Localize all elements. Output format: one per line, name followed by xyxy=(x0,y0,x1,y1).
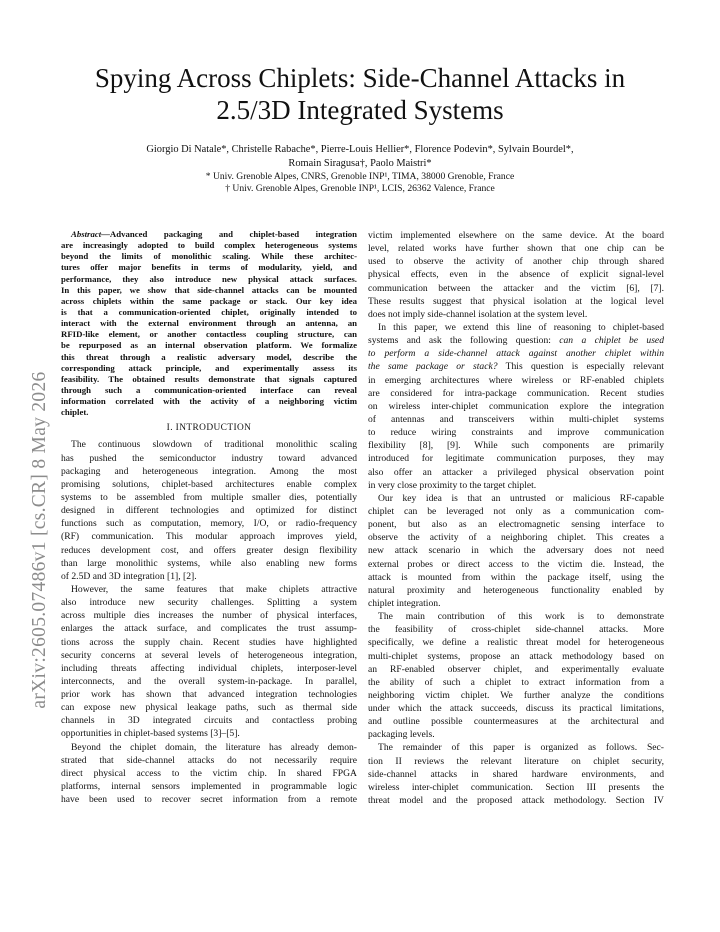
body-text: In this paper, we extend this line of reasoning to chiplet-based xyxy=(378,321,664,333)
affiliation-line-2: † Univ. Grenoble Alpes, Grenoble INP¹, LCIS, 26362 Valence, France xyxy=(225,183,495,195)
body-text: observe the activity of a neighboring chiplet. This creates a xyxy=(368,532,664,544)
abstract-line xyxy=(61,407,357,418)
body-text: functions such as computation, memory, I/O, or radio-frequency xyxy=(61,518,357,530)
body-line xyxy=(368,439,664,452)
body-text: systems to be assembled from multiple smaller dies, potentially xyxy=(61,491,357,503)
body-line xyxy=(368,242,664,255)
body-line xyxy=(368,584,664,597)
paper-title xyxy=(70,62,650,126)
body-line xyxy=(368,755,664,768)
abstract-line xyxy=(61,285,357,296)
body-line xyxy=(368,544,664,557)
body-text: platforms, internal sensors implemented in programmable logic xyxy=(61,781,357,793)
body-italic-text: the same package or stack? xyxy=(368,361,498,373)
body-text: victim implemented elsewhere on the same device. At the board xyxy=(368,230,664,241)
body-line xyxy=(368,479,664,492)
body-text: chiplet can be leveraged not only as a communication com- xyxy=(368,505,664,517)
body-text: channels in 3D integrated circuits and contactless probing xyxy=(61,715,357,727)
body-text: security concerns at several levels of heterogeneous integration, xyxy=(61,649,357,661)
body-text: Beyond the chiplet domain, the literature has already demon- xyxy=(71,741,357,753)
body-text: flexibility [8], [9]. While such components are primarily xyxy=(368,440,664,452)
body-text: interconnects, and the overall system-in-package. In parallel, xyxy=(61,675,357,687)
body-text: enlarges the attack surface, and complicates the trust assump- xyxy=(61,623,357,635)
abstract-text: through such a communication-oriented interface can reveal xyxy=(61,384,357,395)
abstract-line xyxy=(61,274,357,285)
body-text: introduced for legitimate communication purposes, they may xyxy=(368,453,664,465)
body-text: However, the same features that make chiplets attractive xyxy=(71,583,357,595)
body-line xyxy=(368,466,664,479)
abstract-line xyxy=(61,318,357,329)
body-line xyxy=(368,794,664,807)
body-line xyxy=(368,347,664,360)
abstract-text: In this paper, we show that side-channel attacks can be mounted xyxy=(61,284,357,295)
abstract-text: chiplet. xyxy=(61,407,89,418)
body-line xyxy=(61,438,357,451)
body-text: has pushed the semiconductor industry toward advanced xyxy=(61,452,357,464)
body-line xyxy=(61,793,357,806)
body-line xyxy=(368,308,664,321)
abstract-line xyxy=(61,307,357,318)
abstract-line xyxy=(61,374,357,385)
body-line xyxy=(61,517,357,530)
abstract-text: this threat through a realistic adversary model, describe the xyxy=(61,351,357,362)
body-line xyxy=(368,636,664,649)
abstract-text: performance, they also introduce new physical attack surfaces. xyxy=(61,273,357,284)
body-line xyxy=(368,505,664,518)
body-line xyxy=(368,413,664,426)
body-line xyxy=(61,583,357,596)
body-text: also offer an attacker a privileged physical observation point xyxy=(368,466,664,478)
right-column xyxy=(368,229,664,807)
body-line xyxy=(61,767,357,780)
body-text: strated that side-channel attacks do not necessarily require xyxy=(61,754,357,766)
abstract-text: corresponding attack principle, and experimentally assess its xyxy=(61,362,357,373)
body-line xyxy=(61,701,357,714)
body-line xyxy=(61,557,357,570)
body-text: side-channel attacks in shared hardware environments, and xyxy=(368,768,664,780)
body-text: These results suggest that physical isolation at the logical level xyxy=(368,295,664,307)
body-line xyxy=(368,518,664,531)
body-line xyxy=(61,478,357,491)
body-text: to reduce wiring constraints and improve communication xyxy=(368,427,664,439)
body-line xyxy=(368,571,664,584)
body-text: of antennas and transceivers within multi-chiplet systems xyxy=(368,413,664,425)
title-line-2: 2.5/3D Integrated Systems xyxy=(216,95,504,125)
body-line xyxy=(368,689,664,702)
authors-line-1: Giorgio Di Natale*, Christelle Rabache*, Pierre-Louis Hellier*, Florence Podevin*, Sylvain Bourdel*, xyxy=(146,144,574,155)
body-line xyxy=(368,610,664,623)
body-text: in emerging architectures where wireless or RF-enabled chiplets xyxy=(368,374,664,386)
body-line xyxy=(61,780,357,793)
body-text: across multiple dies increases the number of physical interfaces, xyxy=(61,610,357,622)
abstract-line xyxy=(61,240,357,251)
body-line xyxy=(368,360,664,373)
body-text: The main contribution of this work is to demonstrate xyxy=(378,611,664,623)
body-text: new attack scenario in which the adversary does not need xyxy=(368,545,664,557)
abstract-text: be repurposed as an internal observation platform. We formalize xyxy=(61,340,357,351)
abstract-text: across chiplets within the same package or stack. Our key idea xyxy=(61,295,357,306)
body-text: an RF-enabled observer chiplet, and experimentally evaluate xyxy=(368,663,664,675)
body-line xyxy=(61,675,357,688)
body-line xyxy=(61,596,357,609)
abstract-text: interact with the external environment through an antenna, an xyxy=(61,318,357,329)
body-line xyxy=(368,255,664,268)
body-line xyxy=(368,282,664,295)
body-text: under which the attack succeeds, discuss its practical limitations, xyxy=(368,703,664,715)
abstract-text: feasibility. The obtained results demonstrate that signals captured xyxy=(61,373,357,384)
body-text: on wireless inter-chiplet communication explore the integration xyxy=(368,400,664,412)
abstract-text: information correlated with the activity of a neighboring victim xyxy=(61,396,357,407)
arxiv-identifier: arXiv:2605.07486v1 [cs.CR] 8 May 2026 xyxy=(29,371,50,709)
body-text: chiplet integration. xyxy=(368,597,441,609)
body-line xyxy=(61,570,357,583)
body-line xyxy=(61,754,357,767)
body-text: Our key idea is that an untrusted or malicious RF-capable xyxy=(378,492,664,504)
authors-line-2: Romain Siragusa†, Paolo Maistri* xyxy=(288,157,432,169)
body-line xyxy=(368,623,664,636)
section-heading-introduction: I. INTRODUCTION xyxy=(166,423,252,434)
abstract-line xyxy=(61,352,357,363)
body-text: threat model and the proposed attack methodology. Section IV xyxy=(368,795,664,807)
body-text: (RF) communication. This modular approach improves yield, xyxy=(61,531,357,543)
abstract-line xyxy=(61,340,357,351)
body-text: are considered for intra-package communication. Recent studies xyxy=(368,387,664,399)
body-text: does not imply side-channel isolation at the system level. xyxy=(368,308,588,320)
body-text: ponent, but also as an electromagnetic sensing interface to xyxy=(368,519,664,531)
body-line xyxy=(61,452,357,465)
abstract-text: is that a communication-oriented chiplet, originally intended to xyxy=(61,306,357,317)
body-text: reduces development cost, and offers greater design flexibility xyxy=(61,544,357,556)
body-italic-text: can a chiplet be used xyxy=(559,335,664,347)
abstract xyxy=(61,229,357,418)
body-text: level, related works have further shown that one chip can be xyxy=(368,243,664,255)
body-text: prior work has shown that advanced integration technologies xyxy=(61,689,357,701)
body-text: the ability of such a chiplet to extract information from a xyxy=(368,676,664,688)
body-text: systems and ask the following question: xyxy=(368,335,560,347)
body-line xyxy=(368,295,664,308)
body-text: tions across the supply chain. Recent studies have highlighted xyxy=(61,636,357,648)
abstract-line xyxy=(61,296,357,307)
affiliations xyxy=(70,171,650,196)
body-line xyxy=(368,531,664,544)
body-line xyxy=(368,663,664,676)
abstract-text: tures offer major benefits in terms of modularity, yield, and xyxy=(61,262,357,273)
body-line xyxy=(368,426,664,439)
body-text: physical effects, even in the absence of explicit signal-level xyxy=(368,269,664,281)
body-line xyxy=(61,741,357,754)
abstract-line xyxy=(61,396,357,407)
body-line xyxy=(368,334,664,347)
introduction-body-right xyxy=(368,229,664,807)
body-line xyxy=(61,530,357,543)
body-line xyxy=(368,715,664,728)
body-line xyxy=(368,650,664,663)
abstract-text: RFID-like element, or another contactless coupling structure, can xyxy=(61,329,357,340)
title-line-1: Spying Across Chiplets: Side-Channel Attacks in xyxy=(94,63,626,93)
abstract-label: Abstract xyxy=(71,229,102,239)
body-line xyxy=(61,649,357,662)
body-text: than large monolithic systems, while also enabling new forms xyxy=(61,557,357,569)
body-text: have been used to recover secret information from a remote xyxy=(61,794,357,806)
body-text: in very close proximity to the target chiplet. xyxy=(368,479,537,491)
body-line xyxy=(368,229,664,242)
body-line xyxy=(368,702,664,715)
body-text: The remainder of this paper is organized as follows. Sec- xyxy=(378,742,664,754)
abstract-line xyxy=(61,363,357,374)
body-text: of 2.5D and 3D integration [1], [2]. xyxy=(61,570,197,582)
body-text: and outline possible countermeasures at the architectural and xyxy=(368,716,664,728)
body-text: attack is mounted from within the package itself, using the xyxy=(368,571,664,583)
body-text: including threats affecting individual chiplets, interposer-level xyxy=(61,662,357,674)
affiliation-line-1: * Univ. Grenoble Alpes, CNRS, Grenoble INP¹, TIMA, 38000 Grenoble, France xyxy=(205,171,515,182)
body-text: tion II reviews the relevant literature on chiplet security, xyxy=(368,755,664,767)
abstract-dash: — xyxy=(101,229,110,239)
body-line xyxy=(61,544,357,557)
body-line xyxy=(368,387,664,400)
body-text: can expose new physical leakage paths, such as thermal side xyxy=(61,702,357,714)
abstract-text: are increasingly adopted to build complex heterogeneous systems xyxy=(61,240,357,251)
body-line xyxy=(368,781,664,794)
abstract-line xyxy=(61,385,357,396)
left-column xyxy=(61,229,357,806)
abstract-line xyxy=(61,251,357,262)
body-text: designed in different technologies and optimized for distinct xyxy=(61,505,357,517)
body-line xyxy=(61,491,357,504)
body-text: wireless inter-chiplet communication. Section III presents the xyxy=(368,781,664,793)
body-line xyxy=(61,714,357,727)
body-line xyxy=(368,452,664,465)
body-text: packaging levels. xyxy=(368,729,435,741)
body-line xyxy=(368,768,664,781)
abstract-line xyxy=(61,262,357,273)
abstract-line xyxy=(61,229,357,240)
abstract-line xyxy=(61,329,357,340)
body-line xyxy=(368,728,664,741)
body-text: communication between the attacker and the victim [6], [7]. xyxy=(368,282,664,294)
body-line xyxy=(368,492,664,505)
author-list xyxy=(70,143,650,170)
body-text: promising solutions, chiplet-based architectures enable complex xyxy=(61,478,357,490)
body-text: used to observe the activity of another chip through shared xyxy=(368,256,664,268)
body-line xyxy=(368,374,664,387)
body-line xyxy=(61,609,357,622)
body-text: The continuous slowdown of traditional monolithic scaling xyxy=(71,439,357,451)
body-text: opportunities in chiplet-based systems [3]–[5]. xyxy=(61,728,240,740)
body-italic-text: to perform a side-channel attack against another chiplet within xyxy=(368,348,664,360)
body-line xyxy=(61,688,357,701)
body-text: natural proximity and heterogeneous functionality enabled by xyxy=(368,584,664,596)
arxiv-side-stamp xyxy=(20,300,60,780)
body-line xyxy=(368,676,664,689)
body-line xyxy=(61,504,357,517)
body-text: external probes or direct access to the victim die. Instead, the xyxy=(368,558,664,570)
body-text: the feasibility of cross-chiplet side-channel attacks. More xyxy=(368,624,664,636)
body-text: also introduce new security challenges. Splitting a system xyxy=(61,597,357,609)
body-text: specifically, we define a realistic threat model for heterogeneous xyxy=(368,637,664,649)
abstract-text: Advanced packaging and chiplet-based integration xyxy=(109,229,357,239)
body-text: packaging and heterogeneous integration. Among the most xyxy=(61,465,357,477)
body-text: direct physical access to the victim chip. In shared FPGA xyxy=(61,767,357,779)
introduction-body-left xyxy=(61,438,357,806)
body-text: neighboring victim chiplet. We further analyze the conditions xyxy=(368,689,664,701)
abstract-text: beyond the limits of monolithic scaling. While these architec- xyxy=(61,251,357,262)
body-text: multi-chiplet systems, propose an attack methodology based on xyxy=(368,650,664,662)
body-line xyxy=(368,741,664,754)
body-line xyxy=(61,465,357,478)
body-line xyxy=(368,597,664,610)
body-line xyxy=(368,268,664,281)
body-line xyxy=(368,321,664,334)
body-line xyxy=(61,636,357,649)
body-line xyxy=(61,622,357,635)
body-line xyxy=(61,662,357,675)
body-line xyxy=(61,727,357,740)
body-line xyxy=(368,400,664,413)
body-line xyxy=(368,558,664,571)
body-text: This question is especially relevant xyxy=(497,361,664,373)
